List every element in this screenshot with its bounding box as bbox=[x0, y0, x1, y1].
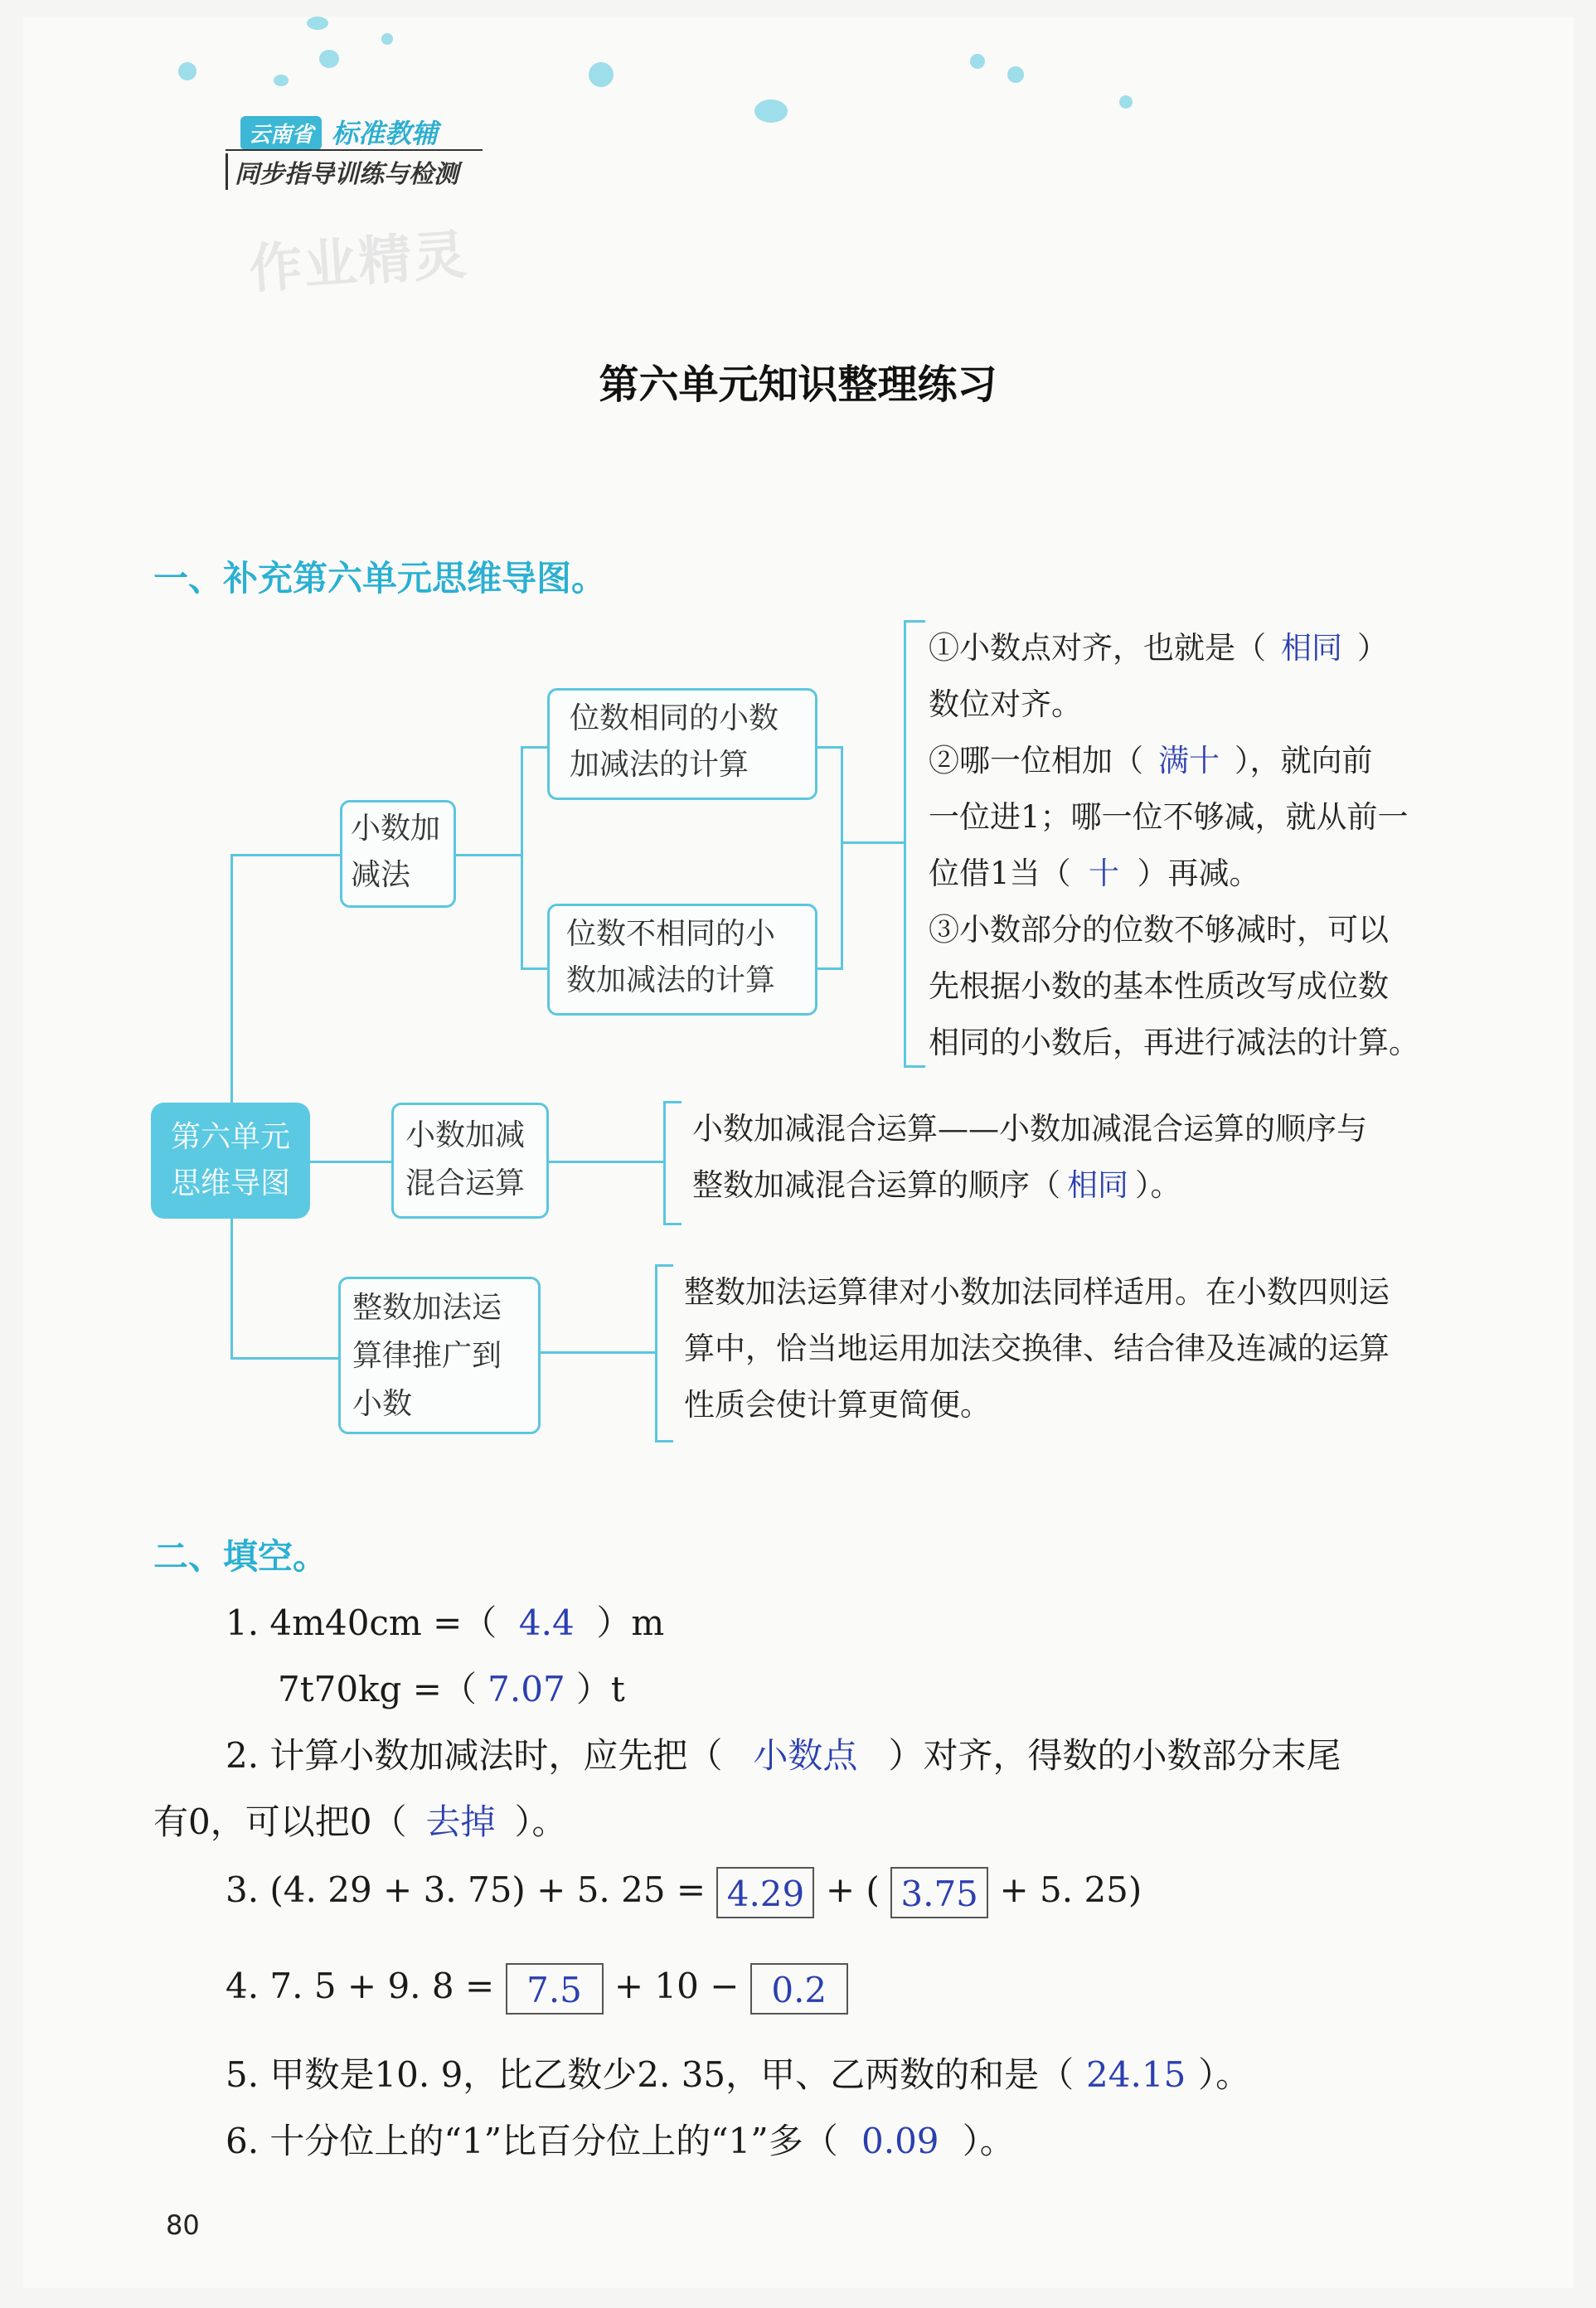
branch-line: 整数加法运 bbox=[352, 1291, 502, 1325]
answer: 去掉 bbox=[425, 1801, 496, 1842]
branch-line: 算律推广到 bbox=[352, 1339, 502, 1373]
decor-dot bbox=[589, 62, 614, 87]
mixed-line: 小数加减混合运算——小数加减混合运算的顺序与 bbox=[692, 1111, 1367, 1147]
decor-dot bbox=[1007, 66, 1024, 83]
rule-text: 先根据小数的基本性质改写成位数 bbox=[929, 968, 1389, 1004]
page-title: 第六单元知识整理练习 bbox=[599, 361, 997, 408]
connector bbox=[521, 967, 547, 970]
branch-line: 混合运算 bbox=[405, 1166, 526, 1200]
brand-badge: 云南省 bbox=[240, 116, 322, 150]
question-text: ）t bbox=[575, 1669, 625, 1709]
sub-line: 数加减法的计算 bbox=[566, 963, 776, 997]
law-text bbox=[684, 1264, 1463, 1433]
question-text: 2. 计算小数加减法时，应先把（ bbox=[226, 1735, 723, 1776]
question-5 bbox=[226, 2048, 1250, 2097]
question-text: 5. 甲数是10. 9，比乙数少2. 35，甲、乙两数的和是（ bbox=[226, 2054, 1075, 2095]
sub-line: 加减法的计算 bbox=[570, 748, 749, 782]
question-text: + ( bbox=[825, 1869, 880, 1910]
rule-text: ①小数点对齐，也就是（ bbox=[929, 630, 1266, 666]
mixed-text bbox=[692, 1101, 1463, 1214]
answer: 7.07 bbox=[488, 1669, 565, 1709]
law-bracket bbox=[655, 1264, 673, 1442]
decor-dot bbox=[970, 54, 985, 69]
rule-text: 数位对齐。 bbox=[929, 686, 1082, 722]
rule-text: ），就向前 bbox=[1235, 743, 1373, 778]
root-line: 第六单元 bbox=[170, 1120, 290, 1154]
question-text: 1. 4m40cm =（ bbox=[226, 1603, 497, 1643]
question-text: 4. 7. 5 + 9. 8 = bbox=[226, 1966, 495, 2006]
question-text: 有0，可以把0（ bbox=[153, 1801, 407, 1842]
answer-box: 0.2 bbox=[750, 1963, 848, 2015]
connector bbox=[521, 746, 547, 749]
page-number: 80 bbox=[166, 2209, 200, 2241]
mindmap-root bbox=[151, 1103, 310, 1219]
question-text: ）。 bbox=[514, 1801, 567, 1842]
question-text: ）m bbox=[596, 1603, 665, 1643]
connector bbox=[549, 1161, 665, 1163]
answer-box: 3.75 bbox=[890, 1867, 988, 1918]
connector bbox=[841, 841, 904, 844]
brand-subtitle: 同步指导训练与检测 bbox=[226, 153, 458, 190]
decor-dot bbox=[754, 99, 788, 123]
answer: 相同 bbox=[1067, 1167, 1128, 1203]
rule-text: ）再减。 bbox=[1137, 856, 1260, 891]
decor-dot bbox=[1119, 95, 1133, 109]
connector bbox=[230, 854, 342, 856]
rule-text: 位借1当（ bbox=[929, 856, 1071, 891]
question-text: ）对齐，得数的小数部分末尾 bbox=[888, 1735, 1341, 1776]
connector bbox=[817, 967, 842, 970]
question-text: 6. 十分位上的“1”比百分位上的“1”多（ bbox=[226, 2121, 838, 2161]
rule-text: ） bbox=[1357, 630, 1388, 666]
answer-box: 7.5 bbox=[506, 1963, 604, 2015]
question-text: + 5. 25) bbox=[999, 1869, 1142, 1910]
branch-line: 小数加 bbox=[351, 812, 441, 846]
connector bbox=[230, 1357, 338, 1360]
connector bbox=[230, 854, 233, 1103]
branch-laws bbox=[338, 1277, 541, 1434]
question-4 bbox=[226, 1963, 848, 2015]
mixed-bracket bbox=[663, 1101, 682, 1225]
answer: 24.15 bbox=[1086, 2054, 1186, 2095]
connector bbox=[841, 746, 843, 970]
answer: 0.09 bbox=[861, 2121, 939, 2161]
rule-text: 相同的小数后，再进行减法的计算。 bbox=[929, 1025, 1419, 1060]
connector bbox=[230, 1219, 233, 1360]
answer: 相同 bbox=[1281, 630, 1342, 666]
question-1a bbox=[226, 1596, 664, 1646]
sub-line: 位数不相同的小 bbox=[566, 917, 776, 951]
question-1b bbox=[278, 1662, 625, 1712]
question-6 bbox=[226, 2114, 1015, 2164]
law-line: 性质会使计算更简便。 bbox=[684, 1387, 991, 1423]
connector bbox=[817, 746, 842, 749]
question-2-line2 bbox=[153, 1795, 566, 1845]
section2-heading: 二、填空。 bbox=[153, 1536, 328, 1577]
connector bbox=[456, 854, 522, 856]
connector bbox=[310, 1161, 393, 1163]
question-text: 7t70kg =（ bbox=[278, 1669, 477, 1709]
answer: 满十 bbox=[1158, 743, 1220, 778]
branch-mixed-ops bbox=[391, 1103, 549, 1219]
sub-diff-digits bbox=[547, 904, 817, 1016]
decor-dot bbox=[307, 17, 328, 30]
question-2 bbox=[226, 1729, 1341, 1778]
connector bbox=[541, 1351, 657, 1354]
branch-line: 减法 bbox=[351, 858, 411, 892]
rules-bracket bbox=[904, 620, 925, 1068]
question-3 bbox=[226, 1867, 1142, 1918]
rule-text: 一位进1；哪一位不够减，就从前一 bbox=[929, 799, 1409, 835]
answer: 小数点 bbox=[753, 1735, 858, 1776]
section1-heading: 一、补充第六单元思维导图。 bbox=[153, 558, 607, 599]
root-line: 思维导图 bbox=[170, 1166, 290, 1200]
watermark: 作业精灵 bbox=[247, 224, 470, 302]
answer-box: 4.29 bbox=[716, 1867, 814, 1918]
answer: 十 bbox=[1089, 856, 1120, 891]
question-text: + 10 − bbox=[614, 1966, 740, 2006]
rule-text: ②哪一位相加（ bbox=[929, 743, 1143, 778]
sub-same-digits bbox=[547, 688, 817, 800]
brand-main-title: 标准教辅 bbox=[332, 118, 439, 149]
answer: 4.4 bbox=[518, 1603, 575, 1643]
decor-dot bbox=[274, 75, 289, 86]
branch-line: 小数加减 bbox=[405, 1118, 526, 1152]
branch-decimal-add-sub bbox=[340, 800, 456, 908]
brand-divider bbox=[226, 149, 483, 151]
mixed-line: 整数加减混合运算的顺序（ bbox=[692, 1167, 1060, 1203]
decor-dot bbox=[381, 33, 393, 45]
question-text: ）。 bbox=[1198, 2054, 1251, 2095]
connector bbox=[521, 746, 523, 970]
question-text: ）。 bbox=[962, 2121, 1015, 2161]
sub-line: 位数相同的小数 bbox=[570, 701, 779, 735]
law-line: 整数加法运算律对小数加法同样适用。在小数四则运 bbox=[684, 1274, 1390, 1310]
mixed-line: ）。 bbox=[1135, 1167, 1181, 1203]
law-line: 算中，恰当地运用加法交换律、结合律及连减的运算 bbox=[684, 1331, 1390, 1366]
rules-text bbox=[929, 620, 1459, 1071]
branch-line: 小数 bbox=[352, 1387, 413, 1421]
question-text: 3. (4. 29 + 3. 75) + 5. 25 = bbox=[226, 1869, 706, 1910]
rule-text: ③小数部分的位数不够减时，可以 bbox=[929, 912, 1389, 948]
decor-dot bbox=[178, 62, 196, 80]
decor-dot bbox=[319, 50, 339, 68]
